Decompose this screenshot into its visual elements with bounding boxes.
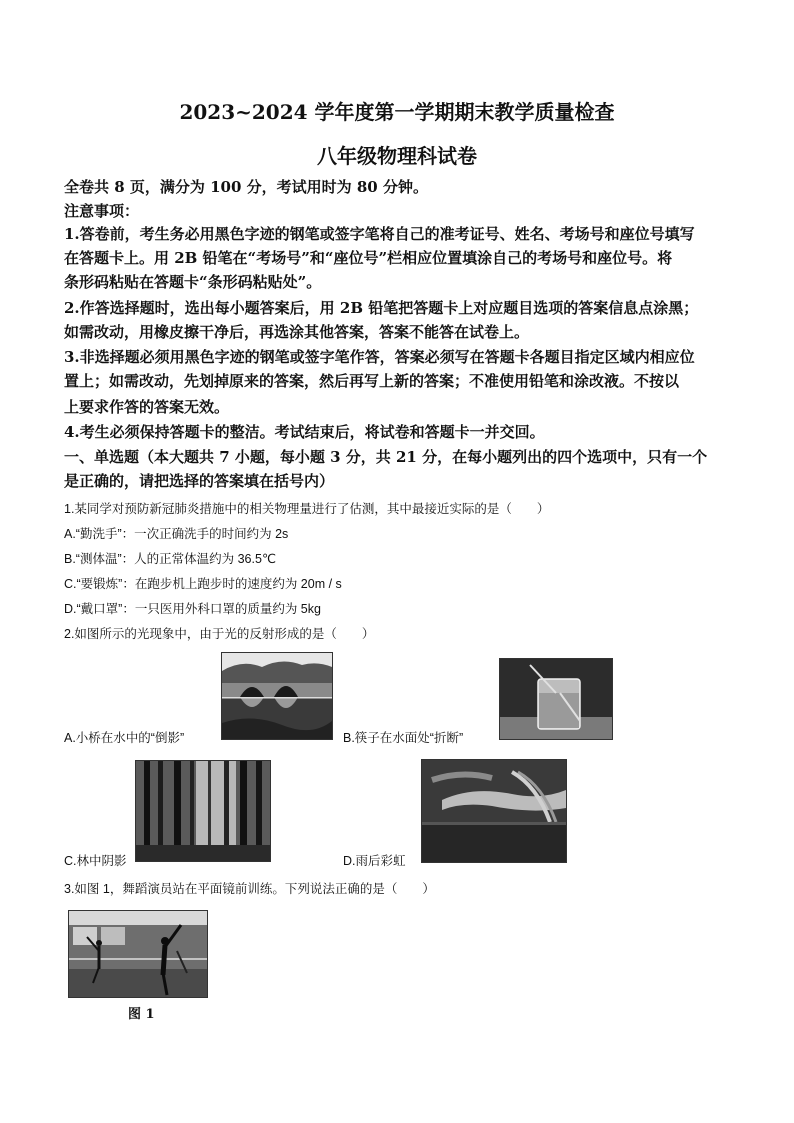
question-1-option-c: C.“要锻炼”：在跑步机上跑步时的速度约为 20m / s xyxy=(64,577,342,591)
notice-title: 注意事项： xyxy=(64,202,140,220)
question-2-option-b: B.筷子在水面处“折断” xyxy=(343,731,464,745)
rule-line: 置上；如需改动，先划掉原来的答案，然后再写上新的答案；不准使用铅笔和涂改液。不按以 xyxy=(64,372,680,390)
rule-line: 4.考生必须保持答题卡的整洁。考试结束后，将试卷和答题卡一并交回。 xyxy=(64,423,545,441)
section-heading: 一、单选题（本大题共 7 小题，每小题 3 分，共 21 分，在每小题列出的四个选项中，只有一个 xyxy=(64,448,708,466)
rule-line: 在答题卡上。用 2B 铅笔在“考场号”和“座位号”栏相应位置填涂自己的考场号和座位号。将 xyxy=(64,249,673,267)
rule-line: 3.非选择题必须用黑色字迹的钢笔或签字笔作答，答案必须写在答题卡各题目指定区域内相应位 xyxy=(64,348,695,366)
question-3-stem: 3.如图 1，舞蹈演员站在平面镜前训练。下列说法正确的是（ ） xyxy=(64,882,435,896)
rule-line: 上要求作答的答案无效。 xyxy=(64,398,230,416)
question-2-option-d: D.雨后彩虹 xyxy=(343,854,406,868)
exam-summary: 全卷共 8 页，满分为 100 分，考试用时为 80 分钟。 xyxy=(64,178,428,196)
dancer-mirror-photo xyxy=(68,910,208,998)
figure-1-label: 图 1 xyxy=(128,1007,155,1022)
question-1-option-d: D.“戴口罩”：一只医用外科口罩的质量约为 5kg xyxy=(64,602,321,616)
question-2-option-a: A.小桥在水中的“倒影” xyxy=(64,731,185,745)
question-2-option-c: C.林中阴影 xyxy=(64,854,127,868)
rule-line: 2.作答选择题时，选出每小题答案后，用 2B 铅笔把答题卡上对应题目选项的答案信息点涂黑； xyxy=(64,299,699,317)
rainbow-photo xyxy=(421,759,567,863)
chopstick-glass-photo xyxy=(499,658,613,740)
forest-shadow-photo xyxy=(135,760,271,862)
rule-line: 如需改动，用橡皮擦干净后，再选涂其他答案，答案不能答在试卷上。 xyxy=(64,323,530,341)
exam-subtitle: 八年级物理科试卷 xyxy=(317,144,477,168)
question-1-option-a: A.“勤洗手”：一次正确洗手的时间约为 2s xyxy=(64,527,289,541)
question-1-stem: 1.某同学对预防新冠肺炎措施中的相关物理量进行了估测，其中最接近实际的是（ ） xyxy=(64,502,550,516)
rule-line: 条形码粘贴在答题卡“条形码粘贴处”。 xyxy=(64,273,322,291)
exam-title: 2023~2024 学年度第一学期期末教学质量检查 xyxy=(179,100,615,124)
section-heading-cont: 是正确的，请把选择的答案填在括号内） xyxy=(64,472,335,490)
bridge-reflection-photo xyxy=(221,652,333,740)
question-2-stem: 2.如图所示的光现象中，由于光的反射形成的是（ ） xyxy=(64,627,375,641)
question-1-option-b: B.“测体温”：人的正常体温约为 36.5℃ xyxy=(64,552,276,566)
rule-line: 1.答卷前，考生务必用黑色字迹的钢笔或签字笔将自己的准考证号、姓名、考场号和座位号填写 xyxy=(64,225,695,243)
